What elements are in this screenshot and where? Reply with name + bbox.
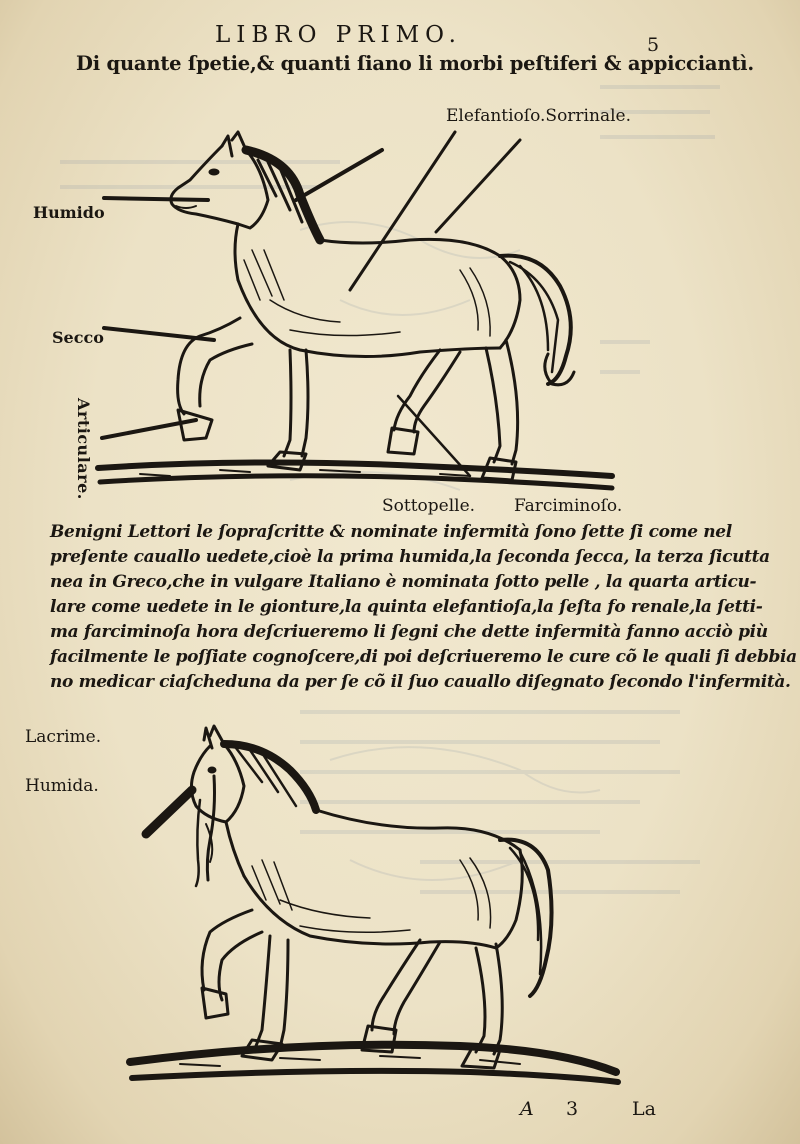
catchword: La xyxy=(632,1098,656,1120)
body-line: Benigni Lettori le ſopraſcritte & nominate infermità ſono ſette ſi come nel xyxy=(50,522,732,542)
running-head: LIBRO PRIMO. xyxy=(215,22,462,48)
label-humida: Humida. xyxy=(25,776,99,796)
label-elefantioso-sorrinale: Elefantioſo.Sorrinale. xyxy=(446,106,631,126)
label-lacrime: Lacrime. xyxy=(25,727,102,747)
body-line: no medicar ciaſcheduna da per ſe cõ il ſuo cauallo diſegnato ſecondo l'infermità. xyxy=(50,672,791,692)
body-line: preſente cauallo uedete,cioè la prima humida,la ſeconda ſecca, la terza ſicutta xyxy=(50,547,770,567)
horse-woodcut-figure-1 xyxy=(0,0,800,520)
body-line: ma farciminoſa hora deſcriueremo li ſegni che dette infermità fanno acciò più xyxy=(50,622,768,642)
label-farciminoso: Farciminoſo. xyxy=(514,496,623,516)
signature-letter: A xyxy=(520,1098,534,1120)
folio-number: 5 xyxy=(647,34,660,56)
label-sottopelle: Sottopelle. xyxy=(382,496,476,516)
horse-woodcut-figure-2 xyxy=(0,700,800,1120)
chapter-title: Di quante ſpetie,& quanti ſiano li morbi peſtiferi & appicciantì. xyxy=(76,52,754,75)
label-humido: Humido xyxy=(33,203,105,222)
signature-number: 3 xyxy=(566,1098,579,1120)
body-line: nea in Greco,che in vulgare Italiano è nominata ſotto pelle , la quarta articu- xyxy=(50,572,757,592)
body-line: lare come uedete in le gionture,la quinta elefantioſa,la ſeſta fo renale,la ſetti- xyxy=(50,597,763,617)
body-line: facilmente le poſſiate cognoſcere,di poi deſcriueremo le cure cõ le quali ſi debbia xyxy=(50,647,797,667)
label-secco: Secco xyxy=(52,328,104,347)
label-articulare: Articulare. xyxy=(74,398,93,500)
